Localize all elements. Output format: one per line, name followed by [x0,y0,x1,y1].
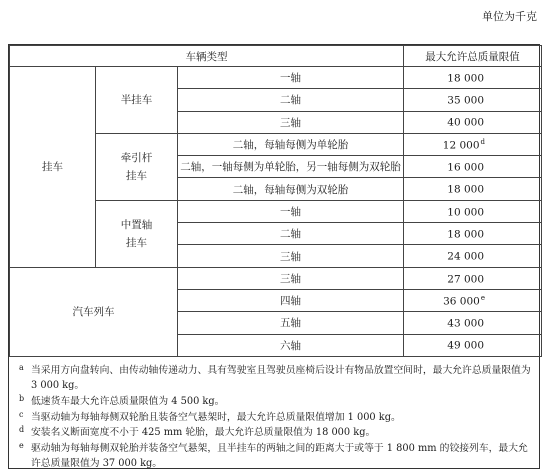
mass-limit-table [8,44,540,469]
axle-cell: 二轴 [178,89,404,111]
value-cell: 43 000 [404,312,542,334]
axle-cell: 三轴 [178,267,404,289]
axle-cell: 二轴，一轴每侧为单轮胎，另一轴每侧为双轮胎 [178,156,404,178]
value-cell: 18 000 [404,223,542,245]
header-vehicle-type: 车辆类型 [10,46,404,67]
drawbar-trailer-group: 牵引杆 挂车 [96,133,178,200]
value-cell: 49 000 [404,334,542,356]
axle-cell: 二轴，每轴每侧为双轮胎 [178,178,404,200]
axle-cell: 六轴 [178,334,404,356]
footnote: b 低速货车最大允许总质量限值为 4 500 kg。 [19,394,225,408]
axle-cell: 三轴 [178,245,404,267]
footnote: d 安装名义断面宽度不小于 425 mm 轮胎，最大允许总质量限值为 18 000 kg。 [19,425,376,439]
footnote: c 当驱动轴为每轴每侧双轮胎且装备空气悬架时，最大允许总质量限值增加 1 000 kg。 [19,409,401,423]
axle-cell: 四轴 [178,289,404,311]
axle-cell: 五轴 [178,312,404,334]
axle-cell: 二轴，每轴每侧为单轮胎 [178,133,404,155]
axle-cell: 一轴 [178,67,404,89]
axle-cell: 一轴 [178,200,404,222]
center-axle-trailer-group: 中置轴 挂车 [96,200,178,267]
table-row [10,67,542,89]
value-cell: 27 000 [404,267,542,289]
value-cell: 35 000 [404,89,542,111]
value-cell: 40 000 [404,111,542,133]
value-cell: 18 000 [404,178,542,200]
value-cell: 16 000 [404,156,542,178]
trailer-category: 挂车 [10,67,96,268]
value-cell: 36 000e [404,289,542,311]
axle-cell: 二轴 [178,223,404,245]
semi-trailer-group: 半挂车 [96,67,178,134]
unit-label: 单位为千克 [482,10,537,23]
header-row [10,46,542,67]
footnote: a 当采用方向盘转向、由传动轴传递动力、具有驾驶室且驾驶员座椅后设计有物品放置空间时，最大允许总质量限值为 3 000 kg。 [19,362,531,392]
value-cell: 18 000 [404,67,542,89]
value-cell: 12 000$^d$ [404,133,542,155]
road-train-group: 汽车列车 [10,267,178,356]
axle-cell: 三轴 [178,111,404,133]
value-cell: 10 000 [404,200,542,222]
header-max-mass: 最大允许总质量限值 [404,46,542,67]
footnotes [9,357,539,476]
limit-table [9,45,542,357]
table-row [10,267,542,289]
footnote: e 驱动轴为每轴每侧双轮胎并装备空气悬架，且半挂车的两轴之间的距离大于或等于 1 800 mm 的铰接列车，最大允许总质量限值为 37 000 kg。 [19,440,528,470]
value-cell: 24 000 [404,245,542,267]
